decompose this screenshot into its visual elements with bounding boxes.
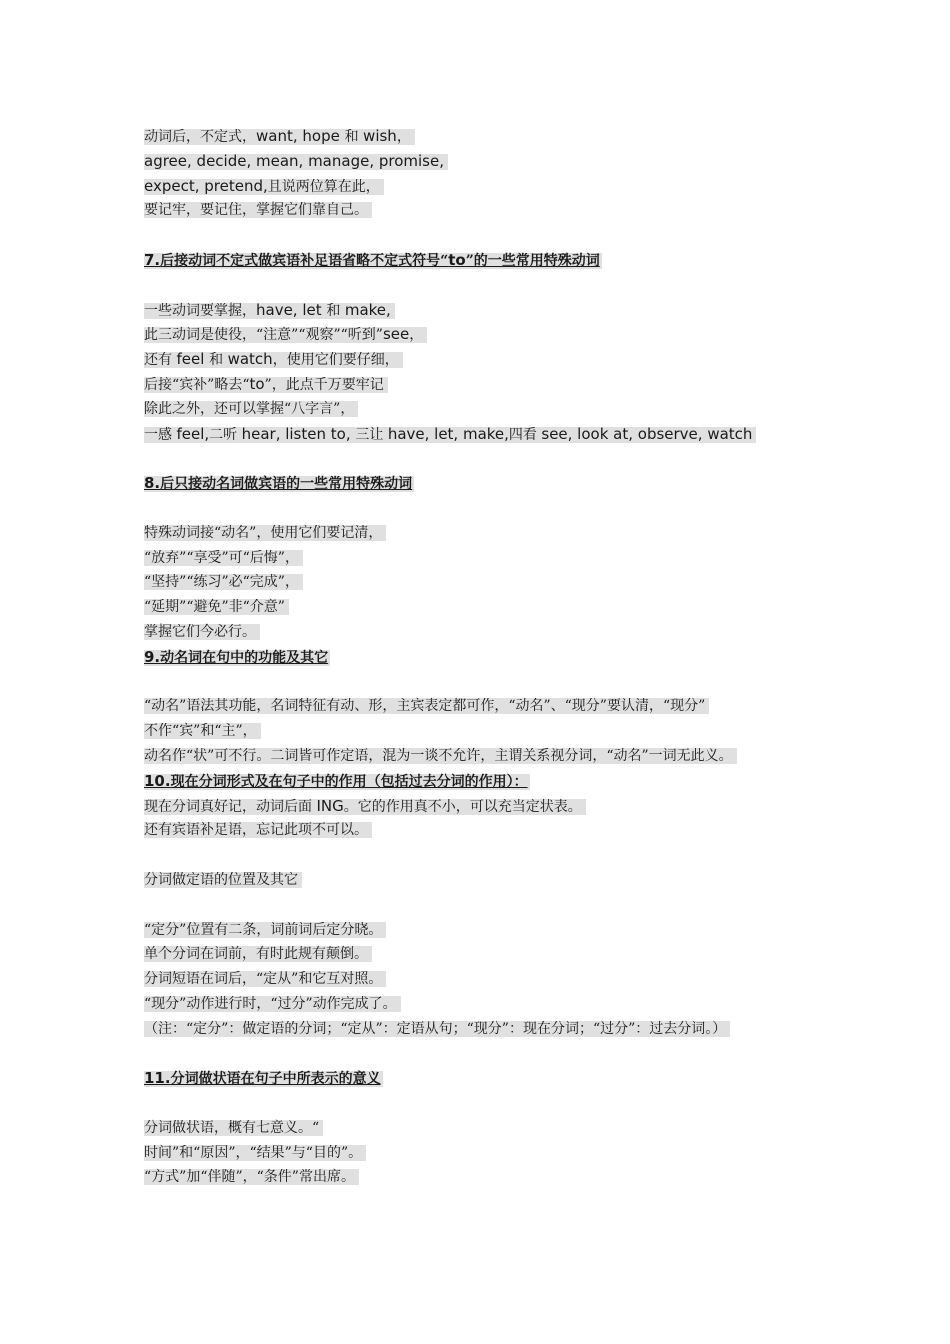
blank-line xyxy=(144,1041,834,1066)
line-text: “现分”动作进行时，“过分”动作完成了。 xyxy=(144,996,401,1012)
text-line xyxy=(144,124,834,149)
line-text: expect, pretend,且说两位算在此， xyxy=(144,179,384,195)
line-text: 此三动词是使役，“注意”“观察”“听到”see， xyxy=(144,327,427,343)
heading-text: 7.后接动词不定式做宾语补足语省略不定式符号“to”的一些常用特殊动词 xyxy=(144,250,600,269)
line-text: （注：“定分”：做定语的分词；“定从”：定语从句；“现分”：现在分词；“过分”：过去分词。） xyxy=(144,1021,730,1037)
text-line xyxy=(144,1116,834,1141)
text-line xyxy=(144,570,834,595)
section-heading xyxy=(144,471,834,496)
line-text: 除此之外，还可以掌握“八字言”， xyxy=(144,401,358,417)
text-line xyxy=(144,372,834,397)
text-line xyxy=(144,818,834,843)
line-text: agree, decide, mean, manage, promise, xyxy=(144,154,448,170)
line-text: 现在分词真好记，动词后面 ING。它的作用真不小，可以充当定状表。 xyxy=(144,799,586,815)
line-text: 时间”和“原因”，“结果”与“目的”。 xyxy=(144,1145,366,1161)
text-line xyxy=(144,744,834,769)
blank-line xyxy=(144,446,834,471)
text-line xyxy=(144,794,834,819)
heading-text: 9.动名词在句中的功能及其它 xyxy=(144,647,329,666)
line-text: 还有宾语补足语，忘记此项不可以。 xyxy=(144,822,372,838)
text-line xyxy=(144,546,834,571)
text-line xyxy=(144,1017,834,1042)
line-text: 一些动词要掌握，have, let 和 make, xyxy=(144,303,395,319)
line-text: 掌握它们今必行。 xyxy=(144,624,260,640)
blank-line xyxy=(144,1091,834,1116)
line-text: 动名作“状”可不行。二词皆可作定语，混为一谈不允许，主谓关系视分词，“动名”一词无此义。 xyxy=(144,748,737,764)
text-line xyxy=(144,322,834,347)
text-line xyxy=(144,521,834,546)
text-line xyxy=(144,347,834,372)
text-line xyxy=(144,1165,834,1190)
heading-text: 11.分词做状语在句子中所表示的意义 xyxy=(144,1069,381,1088)
text-line xyxy=(144,967,834,992)
section-heading xyxy=(144,248,834,273)
line-text: 动词后，不定式，want, hope 和 wish， xyxy=(144,129,415,145)
text-line xyxy=(144,174,834,199)
line-text: “动名”语法其功能，名词特征有动、形，主宾表定都可作，“动名”、“现分”要认清，“现分” xyxy=(144,698,709,714)
section-heading xyxy=(144,1066,834,1091)
line-text: “延期”“避免”非“介意” xyxy=(144,599,289,615)
text-line xyxy=(144,694,834,719)
heading-text: 8.后只接动名词做宾语的一些常用特殊动词 xyxy=(144,474,413,493)
text-line xyxy=(144,868,834,893)
line-text: “坚持”“练习”必“完成”， xyxy=(144,574,303,590)
text-line xyxy=(144,422,834,447)
line-text: 后接“宾补”略去“to”，此点千万要牢记 xyxy=(144,377,388,393)
blank-line xyxy=(144,670,834,695)
blank-line xyxy=(144,273,834,298)
text-line xyxy=(144,992,834,1017)
line-text: 分词短语在词后，“定从”和它互对照。 xyxy=(144,971,386,987)
heading-text: 10.现在分词形式及在句子中的作用（包括过去分词的作用）： xyxy=(144,771,528,790)
text-line xyxy=(144,942,834,967)
text-line xyxy=(144,595,834,620)
line-text: 一感 feel,二听 hear, listen to, 三让 have, let, make,四看 see, look at, observe, watch xyxy=(144,427,756,443)
line-text: 单个分词在词前，有时此规有颠倒。 xyxy=(144,946,372,962)
line-text: “放弃”“享受”可“后悔”， xyxy=(144,550,303,566)
section-heading xyxy=(144,769,834,794)
blank-line xyxy=(144,496,834,521)
text-line xyxy=(144,918,834,943)
blank-line xyxy=(144,223,834,248)
text-line xyxy=(144,1141,834,1166)
line-text: “定分”位置有二条，词前词后定分晓。 xyxy=(144,922,386,938)
text-line xyxy=(144,298,834,323)
line-text: 还有 feel 和 watch，使用它们要仔细， xyxy=(144,352,403,368)
text-line xyxy=(144,198,834,223)
line-text: 分词做定语的位置及其它 xyxy=(144,872,302,888)
line-text: 不作“宾”和“主”， xyxy=(144,723,261,739)
line-text: 分词做状语，概有七意义。“ xyxy=(144,1120,323,1136)
line-text: 特殊动词接“动名”，使用它们要记清， xyxy=(144,525,386,541)
text-line xyxy=(144,149,834,174)
section-heading xyxy=(144,645,834,670)
blank-line xyxy=(144,843,834,868)
text-line xyxy=(144,397,834,422)
blank-line xyxy=(144,893,834,918)
line-text: “方式”加“伴随”，“条件”常出席。 xyxy=(144,1169,359,1185)
line-text: 要记牢，要记住，掌握它们靠自己。 xyxy=(144,202,372,218)
text-line xyxy=(144,719,834,744)
document-body xyxy=(144,124,834,1190)
text-line xyxy=(144,620,834,645)
